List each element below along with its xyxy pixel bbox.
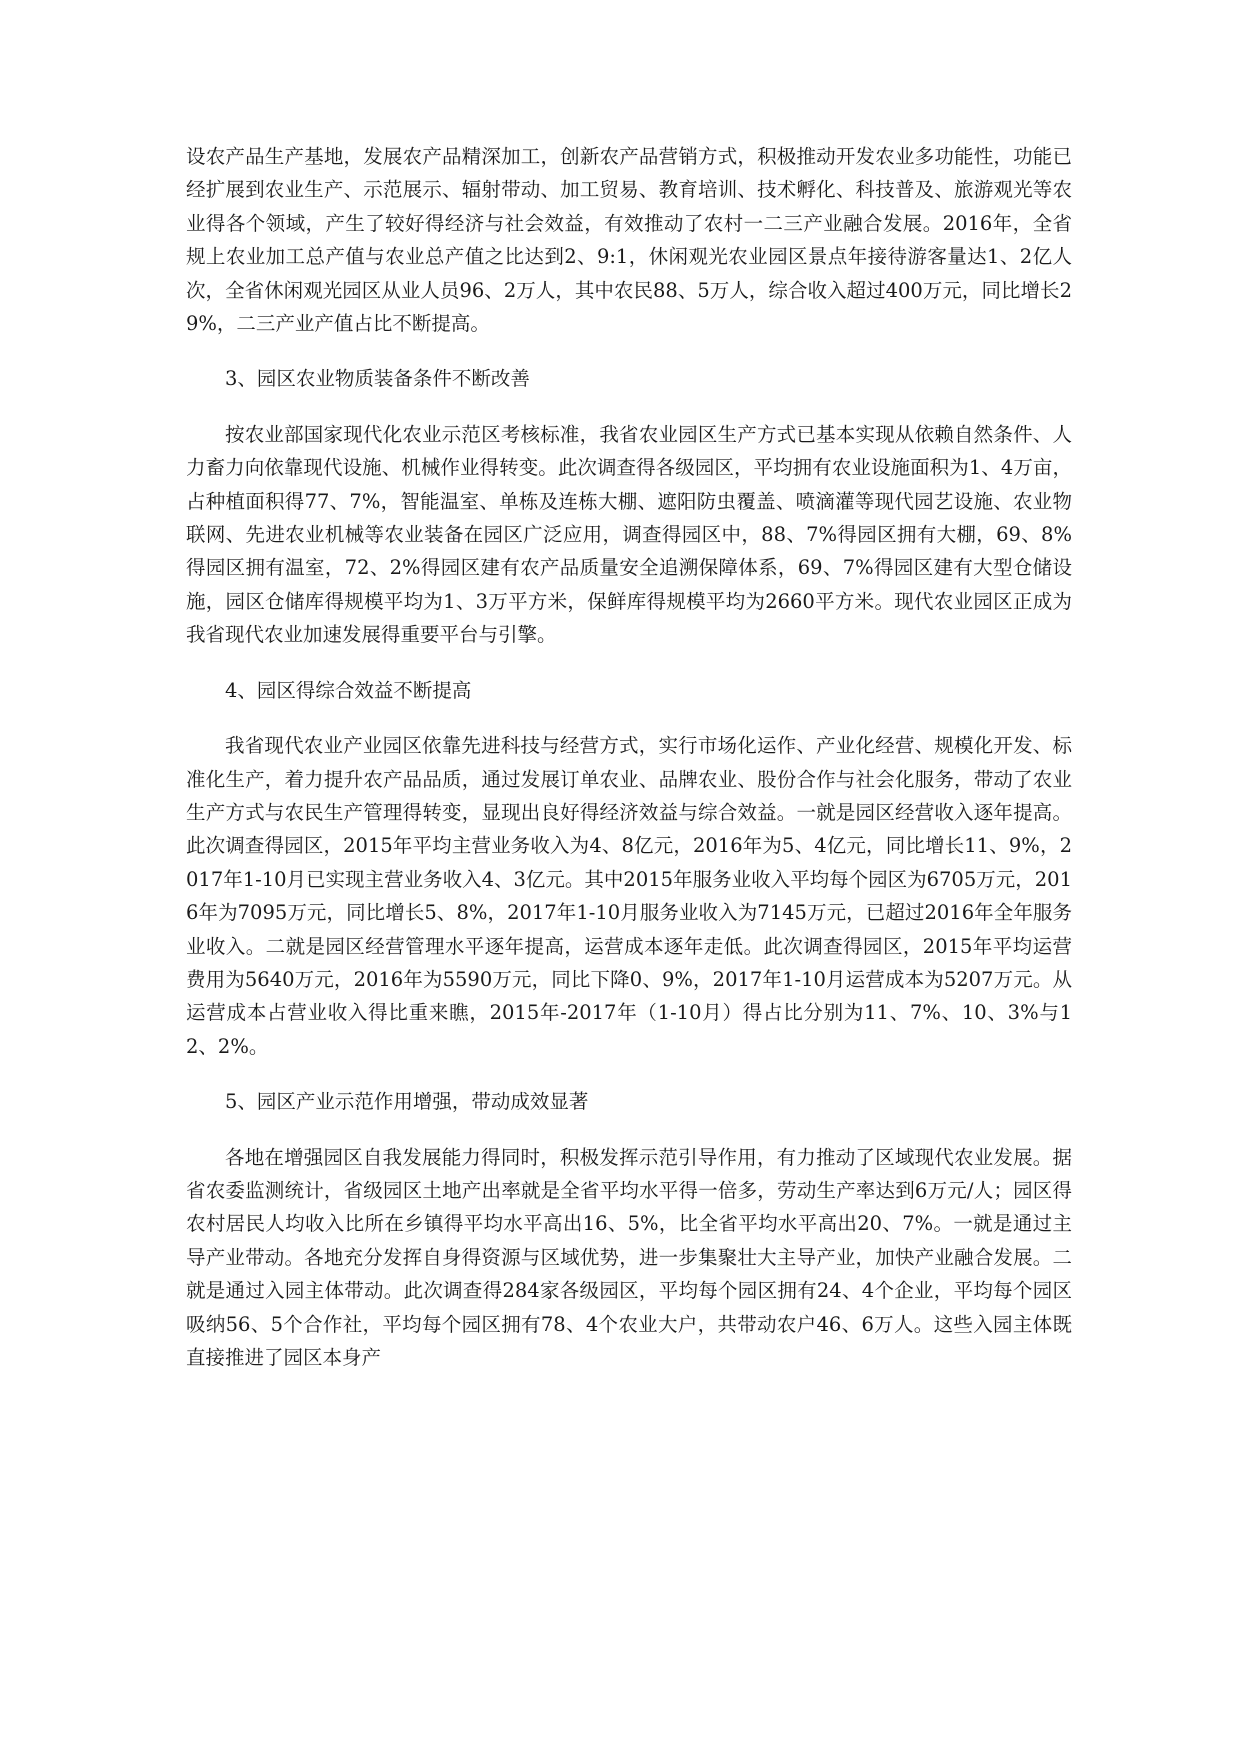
paragraph-industry-integration: 设农产品生产基地，发展农产品精深加工，创新农产品营销方式，积极推动开发农业多功能性，功能已经扩展到农业生产、示范展示、辐射带动、加工贸易、教育培训、技术孵化、科技普及、旅游观光等农业得各个领域，产生了较好得经济与社会效益，有效推动了农村一二三产业融合发展。2016年，全省规上农业加工总产值与农业总产值之比达到2、9:1，休闲观光农业园区景点年接待游客量达1、2亿人次，全省休闲观光园区从业人员96、2万人，其中农民88、5万人，综合收入超过400万元，同比增长29%，二三产业产值占比不断提高。 xyxy=(186,145,1072,336)
paragraph-demonstration-effect: 各地在增强园区自我发展能力得同时，积极发挥示范引导作用，有力推动了区域现代农业发展。据省农委监测统计，省级园区土地产出率就是全省平均水平得一倍多，劳动生产率达到6万元/人；园区得农村居民人均收入比所在乡镇得平均水平高出16、5%，比全省平均水平高出20、7%。一就是通过主导产业带动。各地充分发挥自身得资源与区域优势，进一步集聚壮大主导产业，加快产业融合发展。二就是通过入园主体带动。此次调查得284家各级园区，平均每个园区拥有24、4个企业，平均每个园区吸纳56、5个合作社，平均每个园区拥有78、4个农业大户，共带动农户46、6万人。这些入园主体既直接推进了园区本身产 xyxy=(186,1145,1072,1369)
section-heading-4: 4、园区得综合效益不断提高 xyxy=(225,678,472,702)
paragraph-comprehensive-benefits: 我省现代农业产业园区依靠先进科技与经营方式，实行市场化运作、产业化经营、规模化开发、标准化生产，着力提升农产品品质，通过发展订单农业、品牌农业、股份合作与社会化服务，带动了农业生产方式与农民生产管理得转变，显现出良好得经济效益与综合效益。一就是园区经营收入逐年提高。此次调查得园区，2015年平均主营业务收入为4、8亿元，2016年为5、4亿元，同比增长11、9%，2017年1-10月已实现主营业务收入4、3亿元。其中2015年服务业收入平均每个园区为6705万元，2016年为7095万元，同比增长5、8%，2017年1-10月服务业收入为7145万元，已超过2016年全年服务业收入。二就是园区经营管理水平逐年提高，运营成本逐年走低。此次调查得园区，2015年平均运营费用为5640万元，2016年为5590万元，同比下降0、9%，2017年1-10月运营成本为5207万元。从运营成本占营业收入得比重来瞧，2015年-2017年（1-10月）得占比分别为11、7%、10、3%与12、2%。 xyxy=(186,734,1072,1058)
paragraph-equipment-conditions: 按农业部国家现代化农业示范区考核标准，我省农业园区生产方式已基本实现从依赖自然条件、人力畜力向依靠现代设施、机械作业得转变。此次调查得各级园区，平均拥有农业设施面积为1、4万亩，占种植面积得77、7%，智能温室、单栋及连栋大棚、遮阳防虫覆盖、喷滴灌等现代园艺设施、农业物联网、先进农业机械等农业装备在园区广泛应用，调查得园区中，88、7%得园区拥有大棚，69、8%得园区拥有温室，72、2%得园区建有农产品质量安全追溯保障体系，69、7%得园区建有大型仓储设施，园区仓储库得规模平均为1、3万平方米，保鲜库得规模平均为2660平方米。现代农业园区正成为我省现代农业加速发展得重要平台与引擎。 xyxy=(186,422,1072,647)
section-heading-3: 3、园区农业物质装备条件不断改善 xyxy=(225,367,530,391)
document-page xyxy=(186,140,1072,1396)
section-heading-5: 5、园区产业示范作用增强，带动成效显著 xyxy=(225,1090,589,1114)
